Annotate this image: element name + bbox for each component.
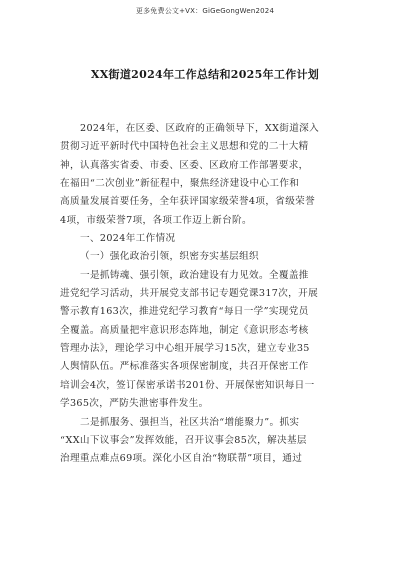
- document-title: XX街道2024年工作总结和2025年工作计划: [90, 68, 320, 81]
- header-watermark-note: 更多免费公文+VX：GiGeGongWen2024: [135, 7, 275, 15]
- paragraph-line: 4项，市级荣誉7项，各项工作迈上新台阶。: [60, 214, 252, 226]
- paragraph-line: 2024年，在区委、区政府的正确领导下，XX街道深入: [80, 123, 320, 134]
- document-body: [60, 120, 356, 469]
- paragraph-line: “XX山下议事会”发挥效能，召开议事会85次，解决基层: [60, 434, 307, 446]
- paragraph-line: 神，认真落实省委、市委、区委、区政府工作部署要求，: [60, 159, 309, 171]
- subsection-heading: （一）强化政治引领，织密夯实基层组织: [80, 251, 259, 263]
- paragraph-line: 贯彻习近平新时代中国特色社会主义思想和党的二十大精: [60, 141, 309, 153]
- paragraph-line: 学365次，严防失泄密事件发生。: [60, 398, 209, 410]
- paragraph-line: 全覆盖。高质量把牢意识形态阵地，制定《意识形态考核: [60, 324, 309, 336]
- paragraph-line: 管理办法》，理论学习中心组开展学习15次，建立专业35: [60, 343, 310, 355]
- paragraph-line: 培训会4次，签订保密承诺书201份、开展保密知识每日一: [60, 379, 315, 391]
- paragraph-line: 人舆情队伍。严标准落实各项保密制度，共召开保密工作: [60, 361, 309, 373]
- paragraph-line: 进党纪学习活动，共开展党支部书记专题党课317次，开展: [60, 288, 319, 300]
- paragraph-line: 二是抓服务、强担当，社区共治“增能聚力”。抓实: [80, 416, 300, 428]
- paragraph-line: 警示教育163次，推进党纪学习教育“每日一学”实现党员: [60, 306, 309, 318]
- section-heading: 一、2024年工作情况: [80, 233, 176, 245]
- paragraph-line: 一是抓铸魂、强引领，政治建设有力见效。全覆盖推: [80, 269, 309, 281]
- paragraph-line: 治理重点难点69项。深化小区自治“物联帮”项目，通过: [60, 453, 303, 465]
- paragraph-line: 高质量发展首要任务，全年获评国家级荣誉4项，省级荣誉: [60, 196, 316, 208]
- paragraph-line: 在福田“二次创业”新征程中，聚焦经济建设中心工作和: [60, 178, 300, 190]
